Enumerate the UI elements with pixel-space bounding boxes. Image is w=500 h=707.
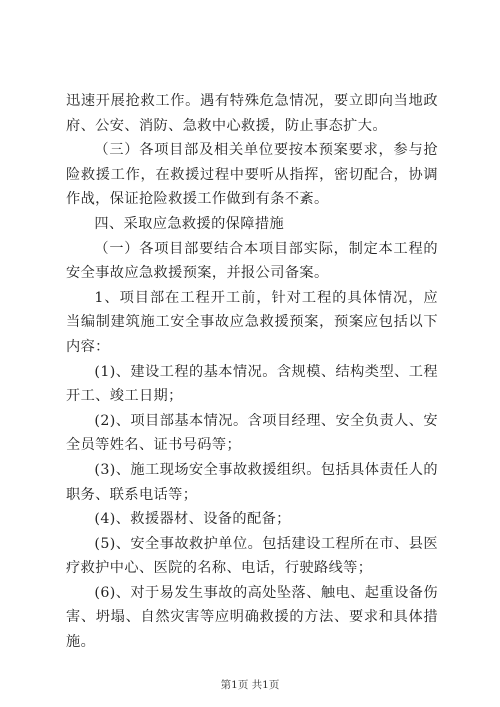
list-item-rescue-units: (5)、安全事故救护单位。包括建设工程所在市、县医疗救护中心、医院的名称、电话，行驶路线等； bbox=[66, 535, 438, 577]
document-body bbox=[66, 89, 438, 655]
paragraph-emergency-plan: （一）各项目部要结合本项目部实际，制定本工程的安全事故应急救援预案，并报公司备案。 bbox=[66, 240, 438, 282]
list-item-accident-measures: (6)、对于易发生事故的高处坠落、触电、起重设备伤害、坍塌、自然灾害等应明确救援的方法、要求和具体措施。 bbox=[66, 584, 438, 651]
list-item-project-basics: (1)、建设工程的基本情况。含规模、结构类型、工程开工、竣工日期； bbox=[66, 363, 438, 405]
page-footer: 第1页 共1页 bbox=[220, 679, 280, 691]
paragraph-continuation: 迅速开展抢救工作。遇有特殊危急情况，要立即向当地政府、公安、消防、急救中心救援，防止事态扩大。 bbox=[66, 93, 438, 134]
paragraph-plan-contents: 1、项目部在工程开工前，针对工程的具体情况，应当编制建筑施工安全事故应急救援预案，预案应包括以下内容： bbox=[66, 289, 438, 355]
section-heading-safeguard-measures: 四、采取应急救援的保障措施 bbox=[94, 215, 285, 232]
list-item-rescue-organization: (3)、施工现场安全事故救援组织。包括具体责任人的职务、联系电话等； bbox=[66, 461, 438, 503]
list-item-department-basics: (2)、项目部基本情况。含项目经理、安全负责人、安全员等姓名、证书号码等； bbox=[66, 412, 438, 454]
list-item-rescue-equipment: (4)、救援器材、设备的配备； bbox=[94, 511, 291, 528]
paragraph-rescue-coordination: （三）各项目部及相关单位要按本预案要求，参与抢险救援工作，在救援过程中要听从指挥，密切配合，协调作战，保证抢险救援工作做到有条不紊。 bbox=[66, 142, 438, 208]
